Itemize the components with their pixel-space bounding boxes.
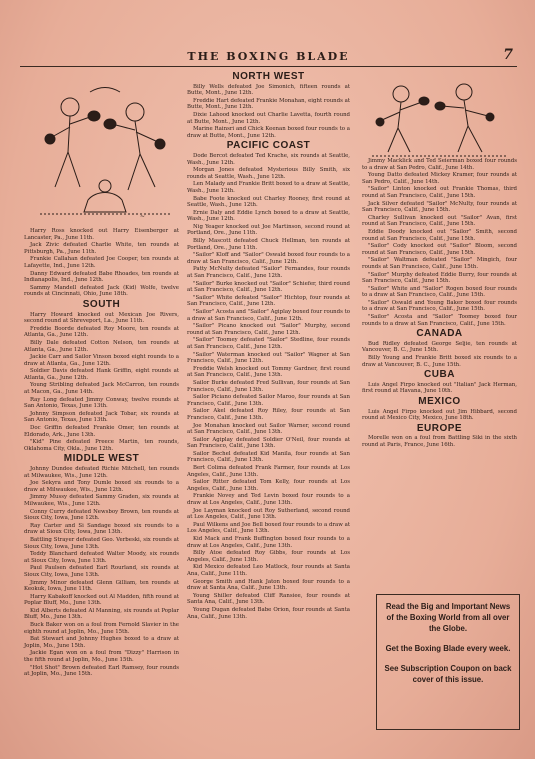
bout-result: "Sailor" Burke knocked out "Sailor" Schiefer, third round at San Francisco, Calif., June 12th. (187, 280, 350, 294)
bout-result: Nig Yeager knocked out Joe Martinson, second round at Portland, Ore., June 11th. (187, 223, 350, 237)
bout-result: Freddie Hart defeated Frankie Monahan, eight rounds at Butte, Mont., June 12th. (187, 97, 350, 111)
section-heading-europe: EUROPE (416, 422, 463, 434)
bout-result: Jimmy Minor defeated Glenn Gilliam, ten rounds at Keokuk, Iowa, June 11th. (24, 579, 179, 593)
svg-text:~: ~ (140, 213, 146, 220)
bout-result: Jackie Carr and Sailor Vinson boxed eight rounds to a draw at Atlanta, Ga., June 12th. (24, 354, 179, 367)
section-heading-canada: CANADA (416, 328, 463, 340)
bout-result: Johnny Dundee defeated Richie Mitchell, ten rounds at Milwaukee, Wis., June 12th. (24, 466, 179, 479)
bout-result: Jack Silver defeated "Sailor" McNulty, four rounds at San Francisco, Calif., June 15th. (362, 200, 517, 214)
bout-result: Freddie Welsh knocked out Tommy Gardner, first round at San Francisco, Calif., June 13th. (187, 365, 350, 379)
bout-result: "Sailor" Toomey defeated "Sailor" Stedline, four rounds at San Francisco, Calif., June 12th. (187, 337, 350, 350)
bout-result: Jimmy Macklick and Ted Seierman boxed four rounds to a draw at San Pedro, Calif., June 14th. (362, 158, 517, 171)
section-heading-mexico: MEXICO (418, 396, 461, 407)
bout-result: Ray Long defeated Jimmy Conway, twelve rounds at San Antonio, Texas, June 13th. (24, 396, 179, 410)
ad-text-weekly: Get the Boxing Blade every week. (385, 644, 511, 653)
bout-result: Bat Stewart and Johnny Hughes boxed to a draw at Joplin, Mo., June 15th. (24, 636, 179, 649)
bout-result: Paul Wilkens and Joe Bell boxed four rounds to a draw at Los Angeles, Calif., June 13th. (187, 521, 350, 535)
bout-result: Charley Sullivan knocked out "Sailor" Avan, first round at San Francisco, Calif., June 15th. (362, 214, 517, 228)
bout-result: Freddie Boorde defeated Roy Moore, ten rounds at Atlanta, Ga., June 12th. (24, 325, 179, 339)
bout-result: "Sailor" Oswald and Young Baker boxed four rounds to a draw at San Francisco, Calif., June 15th. (362, 299, 517, 313)
bout-result: "Sailor" Cody knocked out "Sailor" Bloom, second round at San Francisco, Calif., June 15th. (362, 243, 517, 256)
bout-result: Eddie Doody knocked out "Sailor" Smith, second round at San Francisco, Calif., June 15th. (362, 228, 517, 242)
bout-result: Ray Carter and Si Sandage boxed six rounds to a draw at Sioux City, Iowa, June 13th. (24, 522, 179, 536)
bout-result: Patty McNulty defeated "Sailor" Fernandes, four rounds at San Francisco, Calif., June 12th. (187, 266, 350, 280)
bout-result: Joe Monahan knocked out Sailor Warner, second round at San Francisco, Calif., June 13th. (187, 422, 350, 436)
boxing-cartoon-illustration-right (366, 76, 512, 160)
bout-result: Billy Dale defeated Cotton Nelson, ten rounds at Atlanta, Ga., June 12th. (24, 339, 179, 353)
subscription-advertisement (376, 594, 520, 730)
bout-result: Young Stribling defeated Jack McCarron, ten rounds at Macon, Ga., June 14th. (24, 382, 179, 396)
bout-result: Billy Wells defeated Joe Simonich, fifteen rounds at Butte, Mont., June 12th. (187, 83, 350, 97)
bout-result: "Kid" Pine defeated Preece Martin, ten rounds, Oklahoma City, Okla., June 12th. (24, 439, 179, 452)
bout-result: "Sailor" Waltman defeated "Sailor" Mingich, four rounds at San Francisco, Calif., June 15th. (362, 257, 517, 270)
bout-result: Sailor Akel defeated Roy Riley, four rounds at San Francisco, Calif., June 13th. (187, 408, 350, 421)
bout-result: Frankie Novey and Ted Levin boxed four rounds to a draw at Los Angeles, Calif., June 13th. (187, 493, 350, 507)
column-middle (187, 70, 350, 621)
bout-result: Jackie Egan won on a foul from "Dizzy" Harrison in the fifth round at Joplin, Mo., June 15th. (24, 650, 179, 664)
column-left (24, 228, 179, 679)
section-heading-middle-west: MIDDLE WEST (63, 453, 140, 465)
bout-result: Soldier Davis defeated Hank Griffin, eight rounds at Atlanta, Ga., June 12th. (24, 368, 179, 381)
bout-result: Jack Zivic defeated Charlie White, ten rounds at Pittsburgh, Pa., June 11th. (24, 242, 179, 255)
section-heading-north-west: NORTH WEST (232, 71, 305, 82)
bout-result: "Sailor" Kloff and "Sailor" Oswald boxed four rounds to a draw at San Francisco, Calif., June 12th. (187, 252, 350, 265)
bout-result: Billy Atoe defeated Roy Gibbs, four rounds at Los Angeles, Calif., June 13th. (187, 550, 350, 563)
bout-result: "Sailor" White defeated "Sailor" Hichtop, four rounds at San Francisco, Calif., June 12th. (187, 294, 350, 308)
bout-result: "Sailor" Murphy defeated Eddie Burry, four rounds at San Francisco, Calif., June 15th. (362, 271, 517, 285)
section-heading-pacific-coast: PACIFIC COAST (226, 140, 311, 152)
bout-result: "Hot Shot" Brown defeated Earl Ramsey, four rounds at Joplin, Mo., June 15th. (24, 664, 179, 678)
bout-result: Kid Alberts defeated Al Manning, six rounds at Poplar Bluff, Mo., June 13th. (24, 607, 179, 621)
bout-result: Battling Strayer defeated Geo. Verbeski, six rounds at Sioux City, Iowa, June 13th. (24, 536, 179, 550)
section-heading-south: SOUTH (82, 298, 121, 310)
bout-result: Dode Bercot defeated Ted Krache, six rounds at Seattle, Wash., June 12th. (187, 152, 350, 166)
column-right (362, 158, 517, 450)
bout-result: "Sailor" Acosta and "Sailor" Agiplay boxed four rounds to a draw at San Francisco, Calif., June 12th. (187, 309, 350, 322)
bout-result: Jimmy Mussy defeated Sammy Graden, six rounds at Milwaukee, Wis., June 12th. (24, 494, 179, 507)
bout-result: Conny Curry defeated Newsboy Brown, ten rounds at Sioux City, Iowa, June 12th. (24, 508, 179, 522)
bout-result: Luis Angel Firpo knocked out "Italian" Jack Herman, first round at Havana, June 10th. (362, 381, 517, 395)
bout-result: Kid Mack and Frank Buffington boxed four rounds to a draw at Los Angeles, Calif., June 13th. (187, 536, 350, 549)
bout-result: Sammy Mandell defeated Jack (Kid) Wolfe, twelve rounds at Cincinnati, Ohio, June 18th. (24, 284, 179, 298)
bout-result: Marine Rainsri and Chick Keenan boxed four rounds to a draw at Butte, Mont., June 12th. (187, 126, 350, 139)
bout-result: Harry Ross knocked out Harry Eisenberger at Lancaster, Pa., June 11th. (24, 228, 179, 241)
bout-result: Young Shiller defeated Cliff Ransiee, four rounds at Santa Ana, Calif., June 13th. (187, 592, 350, 606)
bout-result: Babe Foote knocked out Charley Rooney, first round at Seattle, Wash., June 12th. (187, 195, 350, 209)
bout-result: Billy Young and Frankie Britt boxed six rounds to a draw at Vancouver, B. C., June 15th. (362, 355, 517, 368)
bout-result: Sailor Burke defeated Fred Sullivan, four rounds at San Francisco, Calif., June 13th. (187, 379, 350, 393)
bout-result: Buck Baker won on a foul from Fernold Slavier in the eighth round at Joplin, Mo., June 15th. (24, 622, 179, 635)
bout-result: Len Malady and Frankie Britt boxed to a draw at Seattle, Wash., June 12th. (187, 181, 350, 194)
bout-result: Bud Ridley defeated George Seljie, ten rounds at Vancouver, B. C., June 15th. (362, 340, 517, 354)
page-header (20, 47, 517, 67)
bout-result: Dixie Lahood knocked out Charlie Lavetta, fourth round at Butte, Mont., June 12th. (187, 111, 350, 125)
page-number: 7 (503, 47, 513, 63)
bout-result: Sailor Ritter defeated Tom Kelly, four rounds at Los Angeles, Calif., June 13th. (187, 479, 350, 492)
bout-result: Billy Mascott defeated Chuck Hellman, ten rounds at Portland, Ore., June 11th. (187, 238, 350, 251)
bout-result: Harry Howard knocked out Mexican Joe Rivers, second round at Shreveport, La., June 11th. (24, 311, 179, 325)
bout-result: "Sailor" Acosta and "Sailor" Toomey boxed four rounds to a draw at San Francisco, Calif., June 15th. (362, 314, 517, 327)
bout-result: Sailor Bechel defeated Kid Manila, four rounds at San Francisco, Calif., June 13th. (187, 450, 350, 464)
bout-result: "Sailor" Picano knocked out "Sailor" Murphy, second round at San Francisco, Calif., June 12th. (187, 323, 350, 336)
bout-result: Doc Griffin defeated Frankie Omer, ten rounds at Eldorado, Ark., June 13th. (24, 425, 179, 438)
bout-result: Luis Angel Firpo knocked out Jim Hibbard, second round at Mexico City, Mexico, June 18th. (362, 408, 517, 422)
ad-text-coupon: See Subscription Coupon on back cover of this issue. (384, 664, 512, 684)
bout-result: Sailor Agiplay defeated Soldier O'Neil, four rounds at San Francisco, Calif., June 13th. (187, 436, 350, 450)
bout-result: Johnny Simpson defeated Jack Tobar, six rounds at San Antonio, Texas, June 13th. (24, 410, 179, 424)
bout-result: "Sailor" White and "Sailor" Rogen boxed four rounds to a draw at San Francisco, Calif., June 15th. (362, 285, 517, 299)
bout-result: Kid Mexico defeated Leo Matlock, four rounds at Santa Ana, Calif., June 11th. (187, 564, 350, 577)
bout-result: Young Datto defeated Mickey Kramer, four rounds at San Pedro, Calif., June 14th. (362, 172, 517, 185)
bout-result: Frankie Callahan defeated Joe Cooper, ten rounds at Lafayette, Ind., June 12th. (24, 256, 179, 269)
bout-result: Young Dugan defeated Babe Orion, four rounds at Santa Ana, Calif., June 13th. (187, 606, 350, 620)
boxing-cartoon-illustration-left (30, 82, 180, 222)
bout-result: Bert Colima defeated Frank Farmer, four rounds at Los Angeles, Calif., June 13th. (187, 465, 350, 478)
bout-result: Sailor Piciano defeated Sailor Maroo, four rounds at San Francisco, Calif., June 13th. (187, 394, 350, 407)
bout-result: Paul Paulsen defeated Earl Rourland, six rounds at Sioux City, Iowa, June 13th. (24, 565, 179, 578)
bout-result: George Smith and Hank Jaton boxed four rounds to a draw at Santa Ana, Calif., June 13th. (187, 578, 350, 592)
bout-result: Ernie Daly and Eddie Lynch boxed to a draw at Seattle, Wash., June 12th. (187, 209, 350, 223)
bout-result: "Sailor" Linton knocked out Frankie Thomas, third round at San Francisco, Calif., June 15th. (362, 186, 517, 199)
bout-result: Danny Edward defeated Babe Rhoades, ten rounds at Indianapolis, Ind., June 12th. (24, 270, 179, 284)
ad-text-news: Read the Big and Important News of the Boxing World from all over the Globe. (385, 602, 511, 633)
bout-result: "Sailor" Waterman knocked out "Sailor" Wagner at San Francisco, Calif., June 12th. (187, 351, 350, 365)
bout-result: Morelle won on a foul from Battling Siki in the sixth round at Paris, France, June 16th. (362, 435, 517, 448)
bout-result: Morgan Jones defeated Mysterious Billy Smith, six rounds at Seattle, Wash., June 12th. (187, 167, 350, 180)
bout-result: Joe Layman knocked out Roy Sutherland, second round at Los Angeles, Calif., June 13th. (187, 507, 350, 521)
bout-result: Harry Kabakoff knocked out Al Madden, fifth round at Poplar Bluff, Mo., June 13th. (24, 593, 179, 607)
bout-result: Teddy Blanchard defeated Walter Moody, six rounds at Sioux City, Iowa, June 13th. (24, 551, 179, 564)
bout-result: Joe Sekyra and Tony Dumle boxed six rounds to a draw at Milwaukee, Wis., June 12th. (24, 480, 179, 493)
section-heading-cuba: CUBA (424, 369, 455, 381)
publication-title: THE BOXING BLADE (187, 50, 350, 63)
